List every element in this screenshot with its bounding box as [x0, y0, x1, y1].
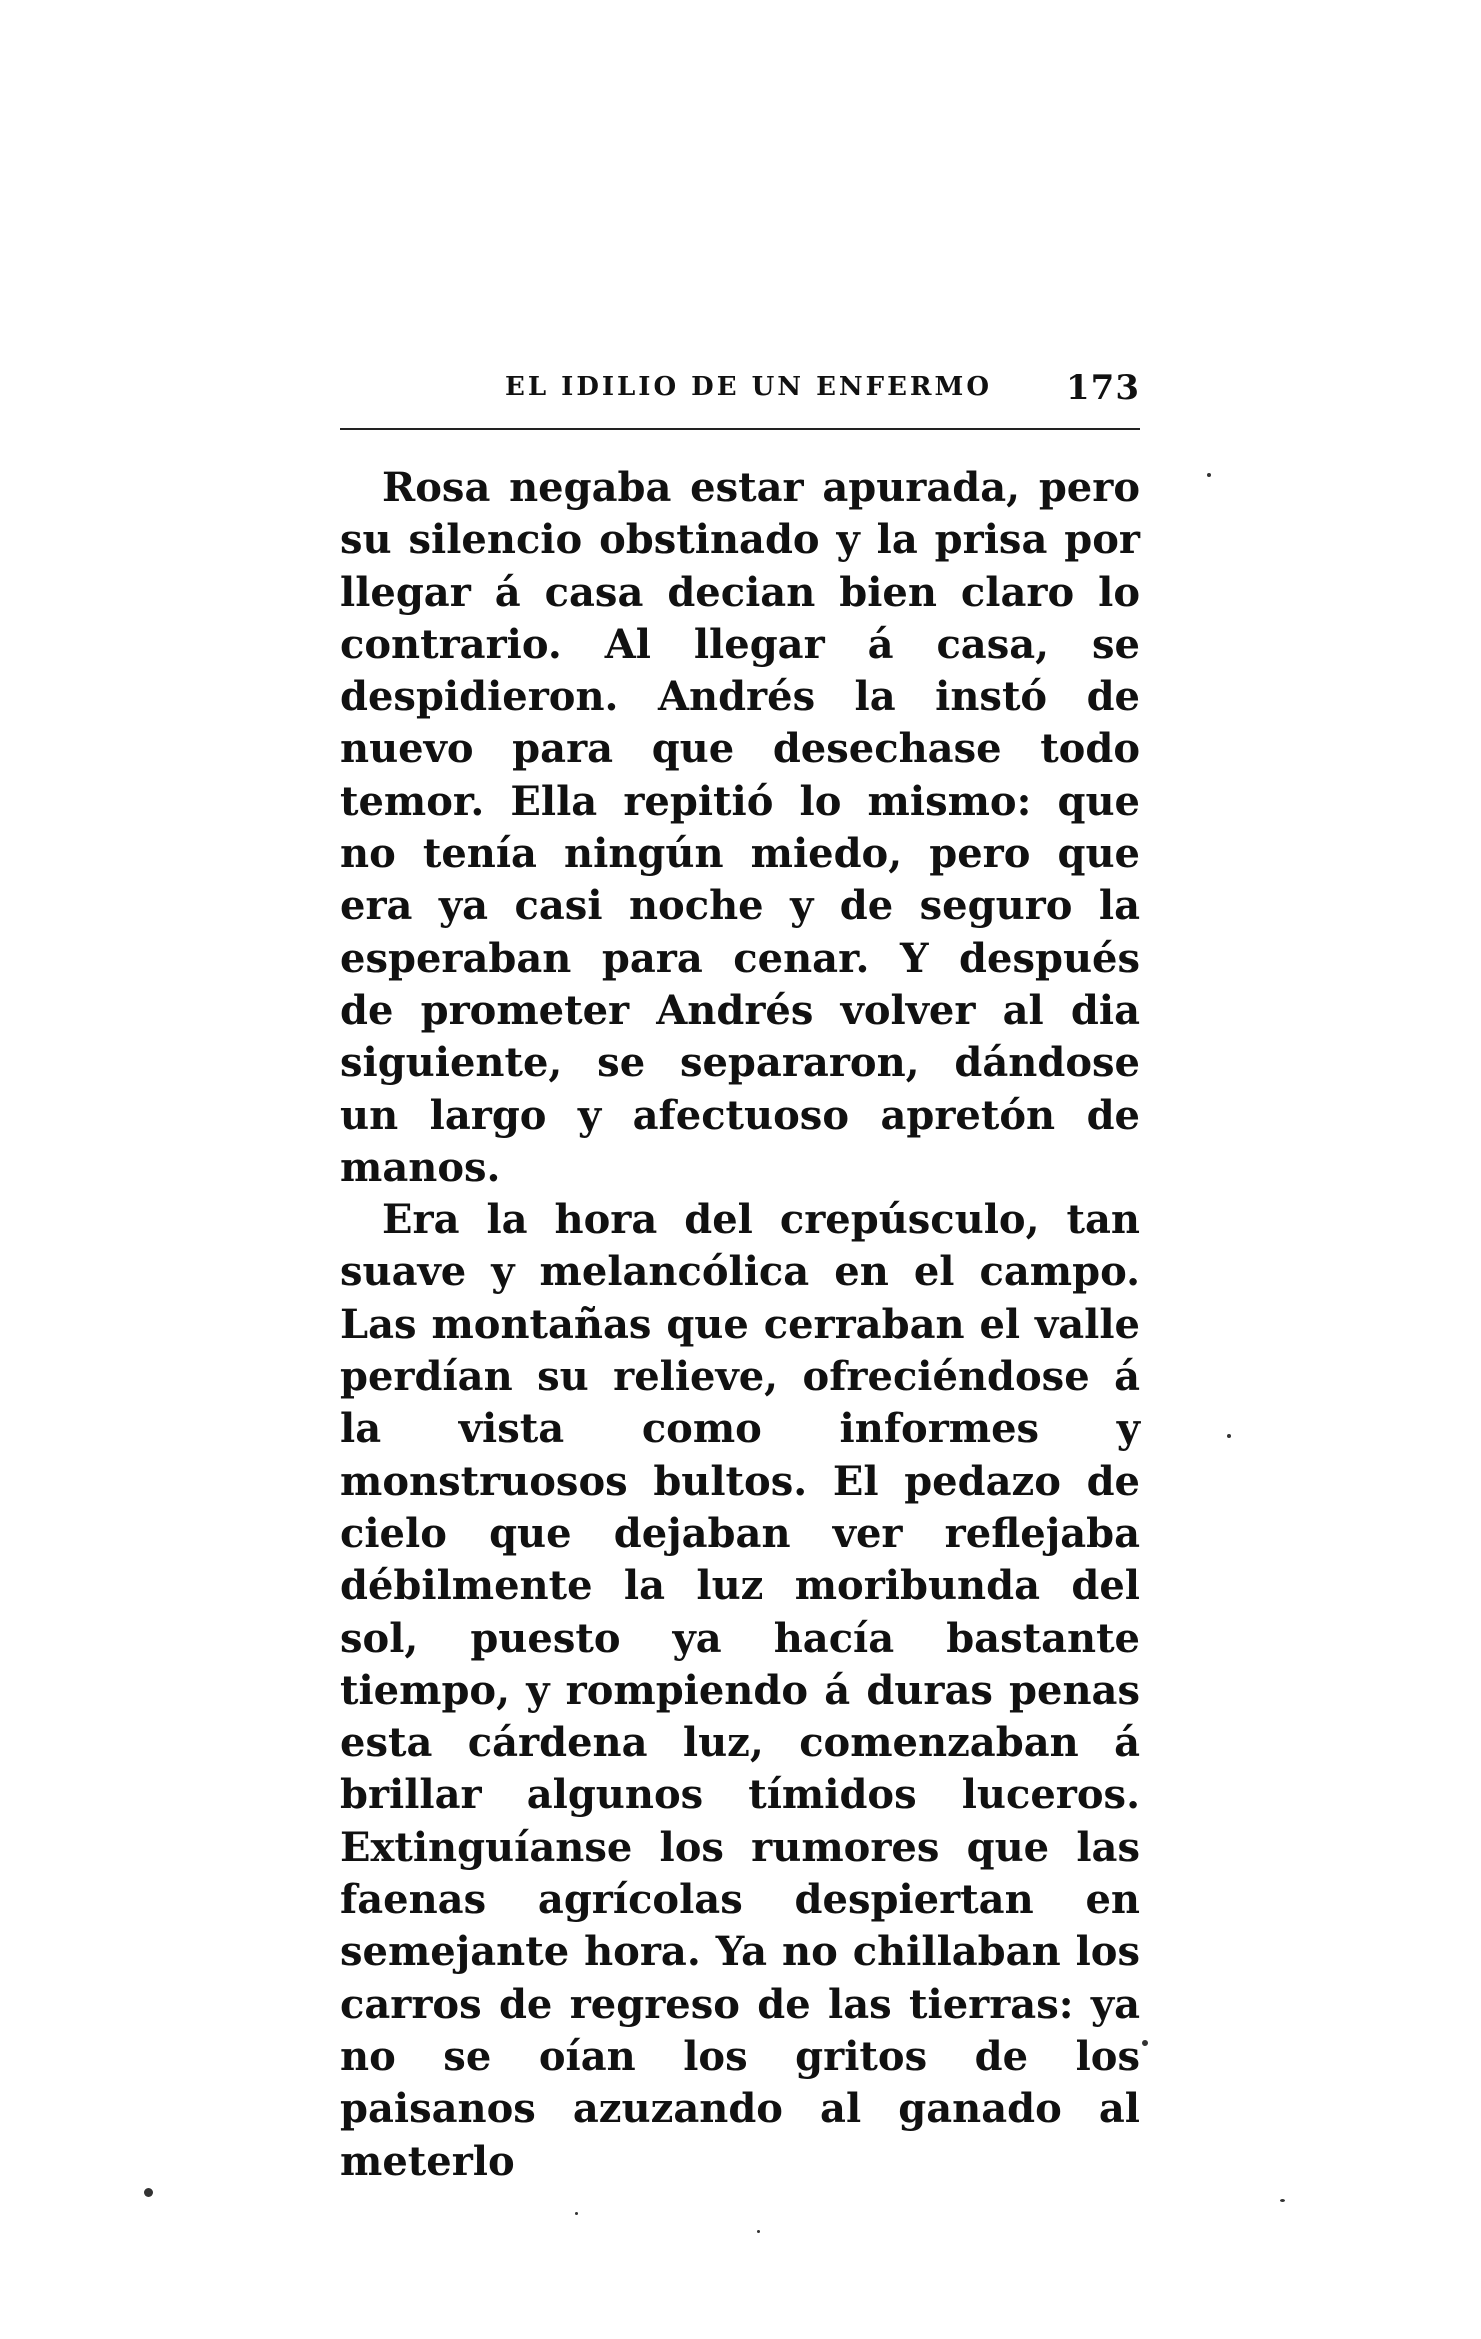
paragraph-2: Era la hora del crepúsculo, tan suave y melancólica en el campo. Las montañas que cerraban el valle perdían su relieve, ofreciéndose á la vista como informes y monstruosos bultos. El pedazo de cielo que dejaban ver reflejaba débilmente la luz moribunda del sol, puesto ya hacía bastante tiempo, y rompiendo á duras penas esta cárdena luz, comenzaban á brillar algunos tímidos luceros. Extinguíanse los rumores que las faenas agrícolas despiertan en semejante hora. Ya no chillaban los carros de regreso de las tierras: ya no se oían los gritos de los paisanos azuzando al ganado al meterlo [340, 1196, 1140, 2185]
scan-speck [1207, 473, 1211, 477]
paragraph-1: Rosa negaba estar apurada, pero su silencio obstinado y la prisa por llegar á casa decian bien claro lo contrario. Al llegar á casa, se despidieron. Andrés la instó de nuevo para que desechase todo temor. Ella repitió lo mismo: que no tenía ningún miedo, pero que era ya casi noche y de seguro la esperaban para cenar. Y después de prometer Andrés volver al dia siguiente, se separaron, dándose un largo y afectuoso apretón de manos. [340, 464, 1140, 1191]
running-head [340, 368, 1140, 412]
scan-speck [1280, 2199, 1285, 2202]
scan-speck [757, 2230, 760, 2233]
page-number: 173 [1066, 368, 1140, 408]
scan-speck [1142, 2040, 1148, 2046]
scan-speck [144, 2188, 153, 2197]
body-text [340, 462, 1140, 2188]
running-title: EL IDILIO DE UN ENFERMO [505, 372, 992, 402]
scan-speck [1227, 1434, 1231, 1438]
header-rule [340, 428, 1140, 430]
scan-speck [575, 2212, 578, 2215]
